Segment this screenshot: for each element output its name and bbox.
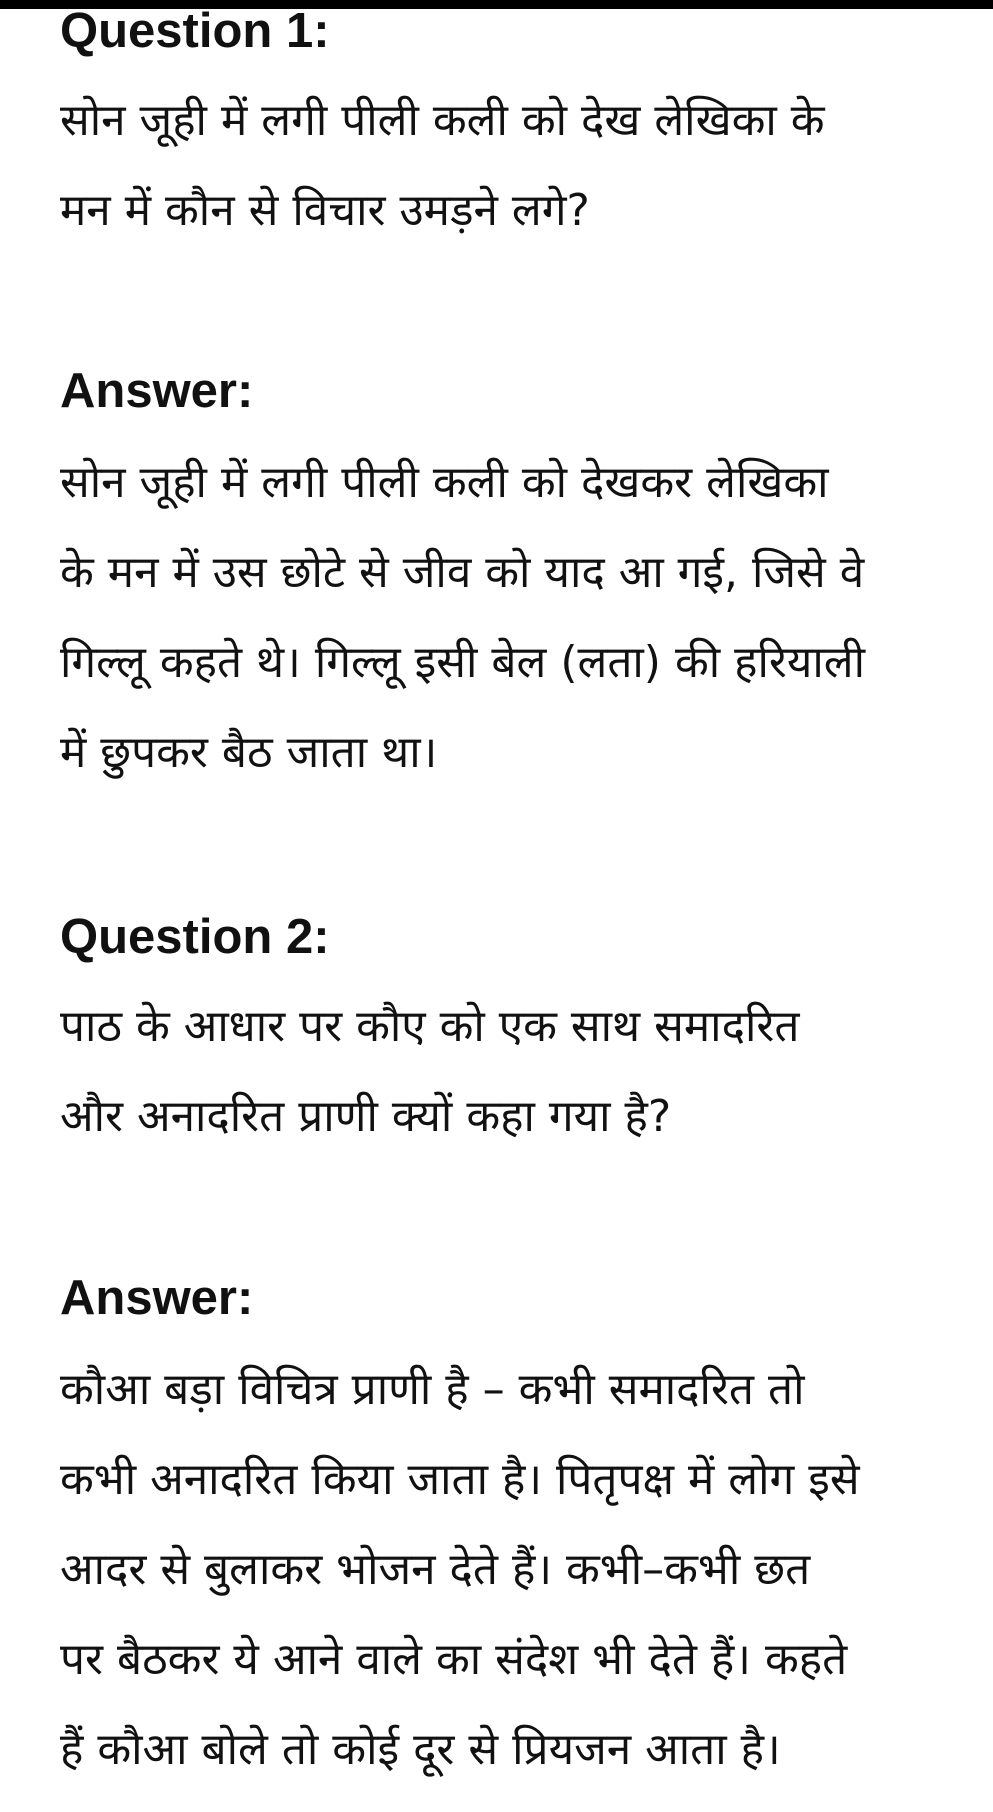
answer-2-line-4: पर बैठकर ये आने वाले का संदेश भी देते हैं। कहते bbox=[60, 1634, 848, 1685]
question-1-line-1: सोन जूही में लगी पीली कली को देख लेखिका के bbox=[60, 95, 825, 146]
answer-1-line-1: सोन जूही में लगी पीली कली को देखकर लेखिका bbox=[60, 457, 829, 508]
answer-1-line-4: में छुपकर बैठ जाता था। bbox=[60, 727, 438, 778]
question-2-line-1: पाठ के आधार पर कौए को एक साथ समादरित bbox=[60, 1001, 800, 1052]
answer-2-line-5: हैं कौआ बोले तो कोई दूर से प्रियजन आता है। bbox=[60, 1724, 781, 1775]
question-1-line-2: मन में कौन से विचार उमड़ने लगे? bbox=[60, 185, 590, 236]
question-1-heading: Question 1: bbox=[60, 4, 330, 58]
document-body bbox=[60, 0, 993, 1812]
answer-1-heading: Answer: bbox=[60, 364, 254, 418]
answer-1-line-3: गिल्लू कहते थे। गिल्लू इसी बेल (लता) की हरियाली bbox=[60, 637, 866, 688]
answer-2-heading: Answer: bbox=[60, 1271, 254, 1325]
answer-2-line-1: कौआ बड़ा विचित्र प्राणी है – कभी समादरित तो bbox=[60, 1364, 805, 1415]
answer-2-line-2: कभी अनादरित किया जाता है। पितृपक्ष में लोग इसे bbox=[60, 1454, 860, 1505]
answer-1-line-2: के मन में उस छोटे से जीव को याद आ गई, जिसे वे bbox=[60, 547, 865, 598]
question-2-line-2: और अनादरित प्राणी क्यों कहा गया है? bbox=[60, 1091, 672, 1142]
answer-2-line-3: आदर से बुलाकर भोजन देते हैं। कभी–कभी छत bbox=[60, 1544, 811, 1595]
question-2-heading: Question 2: bbox=[60, 910, 330, 964]
